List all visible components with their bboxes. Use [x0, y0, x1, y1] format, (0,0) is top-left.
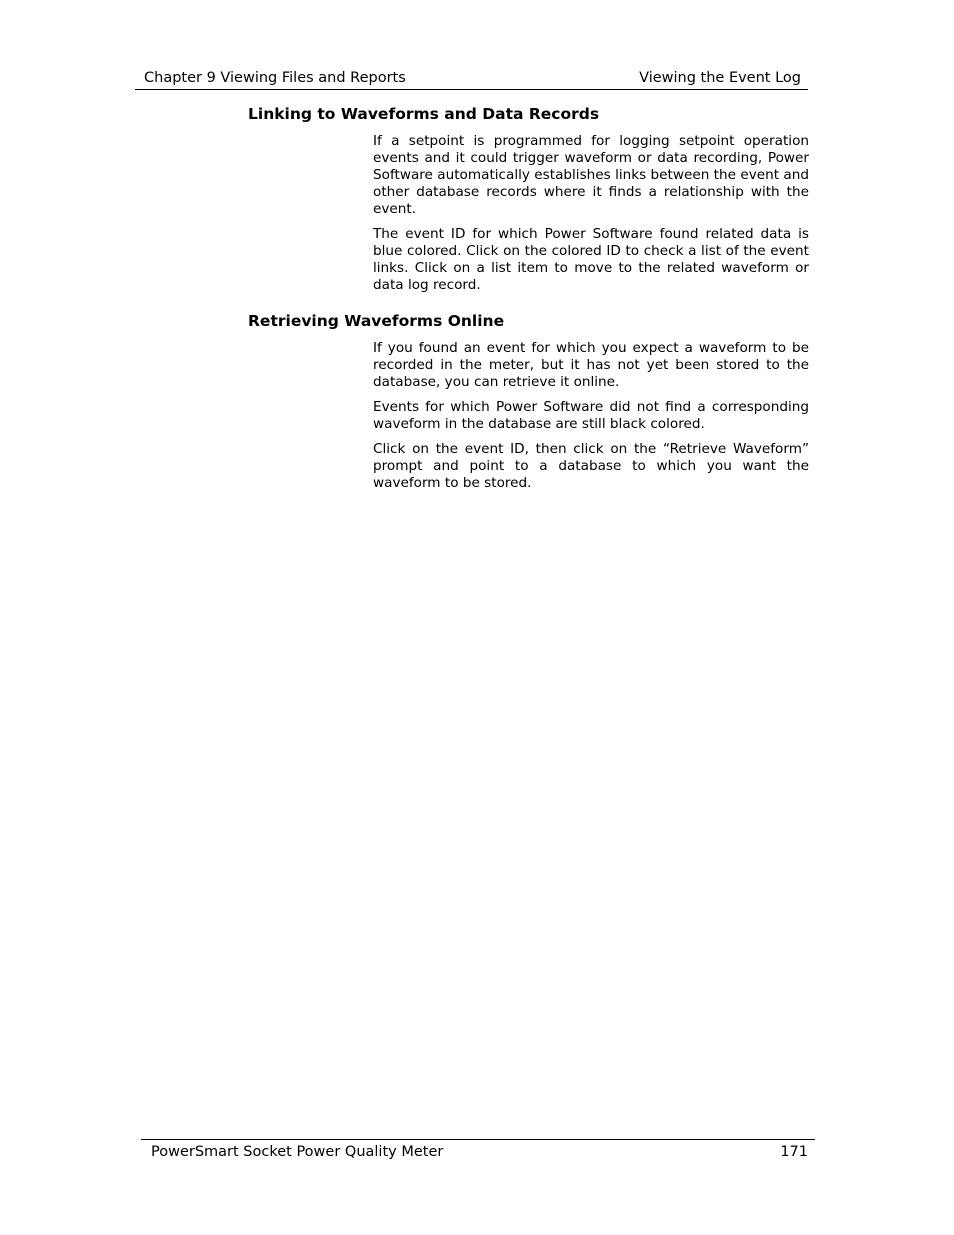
- page-footer: [141, 1139, 815, 1160]
- section-heading-linking: Linking to Waveforms and Data Records: [248, 105, 600, 123]
- paragraph: Click on the event ID, then click on the “Retrieve Waveform” prompt and point to a database to which you want the waveform to be stored.: [373, 441, 809, 491]
- paragraph: If a setpoint is programmed for logging setpoint operation events and it could trigger waveform or data recording, Power Software automatically establishes links between the event and other database records where it finds a relationship with the event.: [373, 133, 809, 217]
- paragraph: Events for which Power Software did not find a corresponding waveform in the database are still black colored.: [373, 399, 809, 432]
- section-body-linking: [373, 133, 809, 302]
- header-chapter-title: Chapter 9 Viewing Files and Reports: [144, 70, 406, 86]
- page-number: 171: [780, 1144, 808, 1160]
- header-section-title: Viewing the Event Log: [639, 70, 801, 86]
- paragraph: If you found an event for which you expect a waveform to be recorded in the meter, but it has not yet been stored to the database, you can retrieve it online.: [373, 340, 809, 390]
- section-heading-retrieving: Retrieving Waveforms Online: [248, 312, 505, 330]
- footer-product-name: PowerSmart Socket Power Quality Meter: [151, 1144, 444, 1160]
- page-header: [135, 69, 808, 90]
- paragraph: The event ID for which Power Software found related data is blue colored. Click on the colored ID to check a list of the event links. Click on a list item to move to the related waveform or data log record.: [373, 226, 809, 293]
- section-body-retrieving: [373, 340, 809, 500]
